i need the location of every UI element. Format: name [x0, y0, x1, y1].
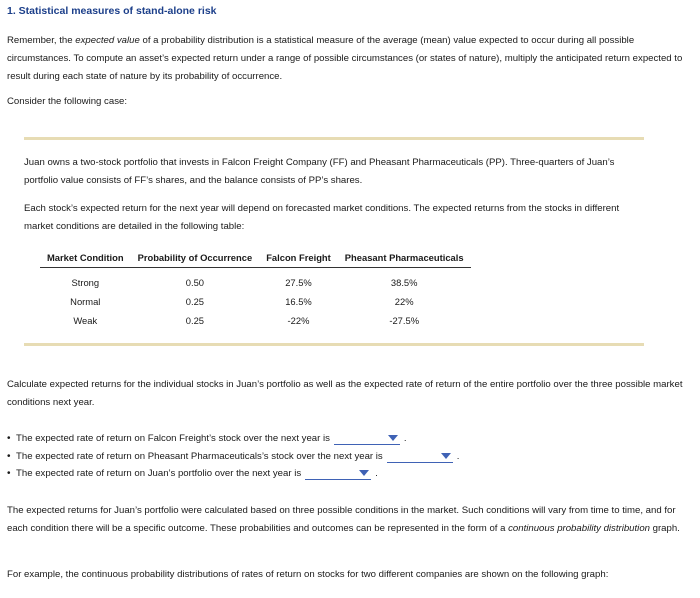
answer-item-pheasant-pharmaceuticals: [7, 448, 459, 466]
dropdown-arrow-icon[interactable]: [388, 435, 398, 441]
calc-instruction: Calculate expected returns for the individual stocks in Juan’s portfolio as well as the expected rate of return of the entire portfolio over the three possible market conditions next year.: [7, 379, 683, 408]
cell-ff-return: 27.5%: [285, 277, 312, 288]
dropdown-arrow-icon[interactable]: [359, 470, 369, 476]
cell-pp-return: 22%: [394, 296, 414, 307]
consider-text: Consider the following case:: [7, 96, 127, 107]
bullet-icon: •: [7, 433, 11, 444]
section-title: 1. Statistical measures of stand-alone risk: [7, 5, 217, 17]
header-pheasant-pharmaceuticals: Pheasant Pharmaceuticals: [338, 249, 471, 268]
answer-item-portfolio: [7, 465, 459, 483]
cell-pp-return: 38.5%: [390, 277, 418, 288]
case-top-divider: [24, 137, 644, 140]
returns-table: [40, 249, 471, 330]
table-row: [40, 268, 471, 293]
bullet-icon: •: [7, 450, 11, 462]
answer-end-punctuation: .: [375, 468, 378, 479]
answer-end-punctuation: .: [403, 433, 407, 444]
bullet-icon: •: [7, 468, 11, 479]
answer-prompt: The expected rate of return on Pheasant Pharmaceuticals’s stock over the next year is: [16, 450, 383, 462]
case-bottom-divider: [24, 343, 644, 346]
intro-paragraph: [7, 32, 693, 86]
case-paragraph-2: Each stock’s expected return for the next year will depend on forecasted market conditions. The expected returns from the stocks in different market conditions are detailed in the following table:: [24, 203, 620, 232]
case-paragraph-1: Juan owns a two-stock portfolio that invests in Falcon Freight Company (FF) and Pheasant Pharmaceuticals (PP). Three-quarters of Juan’s portfolio value consists of FF’s shares, and the balance consists of PP’s shares.: [24, 157, 615, 186]
intro-text-2: of a probability distribution is a statistical measure of the average (mean) value expected to occur during all possible circumstances. To compute an asset’s expected return under a range of possible circumstances (or states of nature), multiply the anticipated return expected to result during each state of nature by its probability of occurrence.: [7, 35, 683, 82]
table-row: [40, 311, 471, 330]
distribution-text-2: graph.: [649, 523, 680, 534]
cell-ff-return: 16.5%: [285, 296, 312, 307]
cell-probability: 0.50: [185, 277, 204, 288]
portfolio-expected-return-dropdown[interactable]: [305, 466, 371, 480]
answer-prompt: The expected rate of return on Falcon Freight’s stock over the next year is: [16, 433, 330, 444]
distribution-text-1: The expected returns for Juan’s portfolio were calculated based on three possible conditions in the market. Such conditions will vary from time to time, and for each condition there will be a specific outcome. These probabilities and outcomes can be represented in the form of a: [7, 505, 676, 534]
intro-text-1: Remember, the: [7, 35, 76, 46]
header-probability: Probability of Occurrence: [131, 249, 260, 268]
header-falcon-freight: Falcon Freight: [259, 249, 338, 268]
table-header-row: [40, 249, 471, 268]
cell-condition: Normal: [70, 296, 101, 307]
answer-item-falcon-freight: [7, 430, 459, 448]
distribution-paragraph: [7, 502, 693, 538]
table-row: [40, 292, 471, 311]
cell-condition: Strong: [71, 277, 100, 288]
cell-ff-return: -22%: [287, 315, 310, 326]
distribution-emphasis: continuous probability distribution: [508, 523, 650, 534]
cell-condition: Weak: [73, 315, 98, 326]
pp-expected-return-dropdown[interactable]: [387, 449, 453, 463]
header-market-condition: Market Condition: [40, 249, 131, 268]
cell-probability: 0.25: [185, 296, 204, 307]
intro-emphasis: expected value: [75, 35, 140, 46]
ff-expected-return-dropdown[interactable]: [334, 431, 400, 445]
example-text: For example, the continuous probability distributions of rates of return on stocks for two different companies are shown on the following graph:: [7, 569, 609, 580]
cell-probability: 0.25: [185, 315, 204, 326]
answer-end-punctuation: .: [456, 450, 460, 462]
answer-prompt: The expected rate of return on Juan’s portfolio over the next year is: [16, 468, 302, 479]
dropdown-arrow-icon[interactable]: [441, 453, 451, 459]
answer-list: [7, 430, 459, 483]
cell-pp-return: -27.5%: [389, 315, 420, 326]
